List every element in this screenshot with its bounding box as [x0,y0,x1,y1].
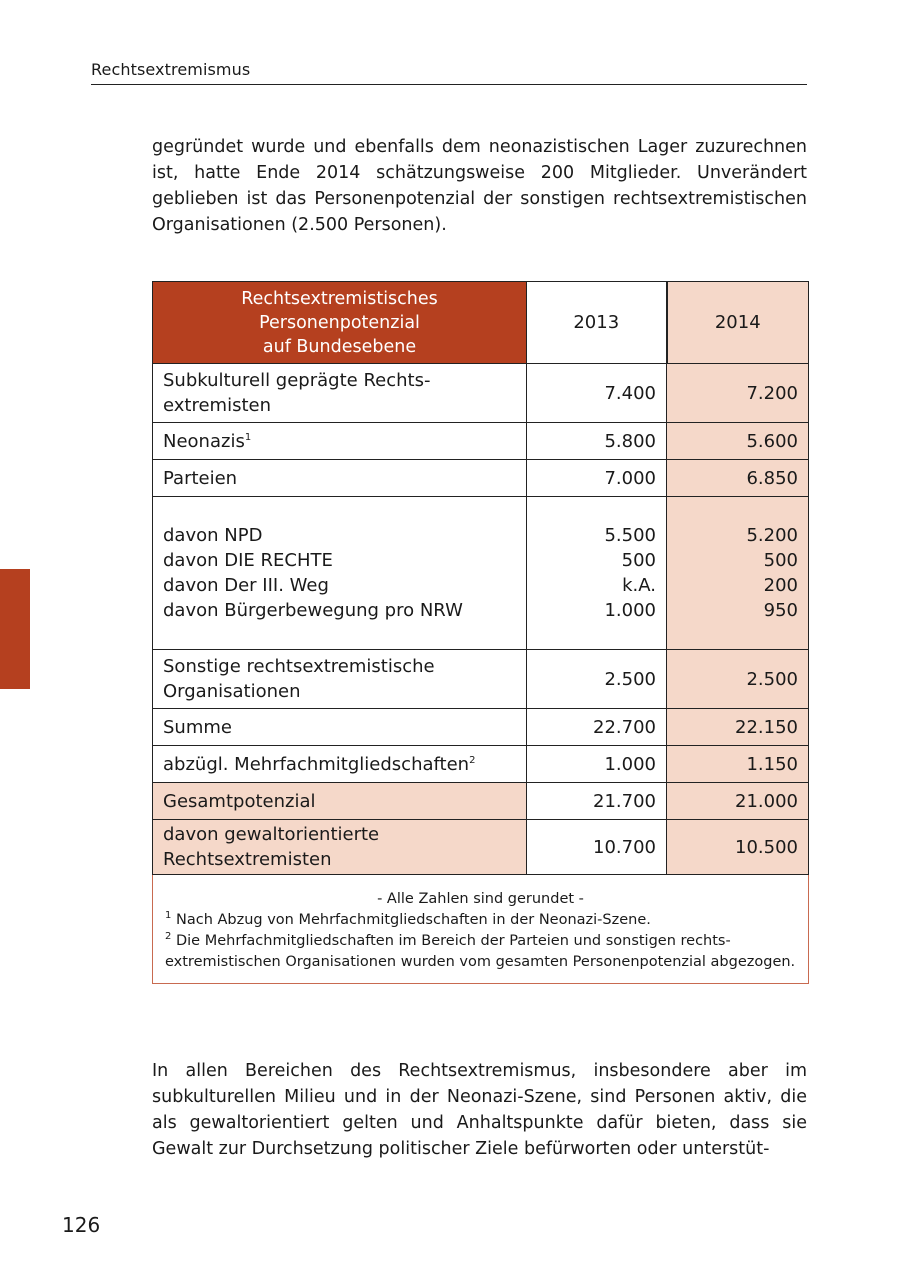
value-2014: 6.850 [667,460,809,497]
value-2013: 5.800 [527,423,667,460]
value-2013: 22.700 [527,709,667,746]
value-2013: 2.500 [527,650,667,709]
value-2013: 10.700 [527,820,667,875]
values-2014: 5.200 500 200 950 [667,497,809,650]
value-2014: 22.150 [667,709,809,746]
footnote-1: $^1$ Nach Abzug von Mehrfachmitgliedschaften in der Neonazi-Szene. [165,910,651,928]
table-row: abzügl. Mehrfachmitgliedschaften$^2$ 1.000 1.150 [153,746,809,783]
value-2013: 7.000 [527,460,667,497]
value-2013: 1.000 [527,746,667,783]
value-2014: 2.500 [667,650,809,709]
column-header-2013: 2013 [527,282,667,364]
value-2014: 21.000 [667,783,809,820]
footnote-2: $^2$ Die Mehrfachmitgliedschaften im Bereich der Parteien und sonstigen rechts-extremistischen Organisationen wurden vom gesamten Personenpotenzial abgezogen. [165,931,796,970]
chapter-tab-marker [0,569,30,689]
value-2014: 10.500 [667,820,809,875]
page-number: 126 [62,1213,101,1237]
intro-paragraph: gegründet wurde und ebenfalls dem neonazistischen Lager zuzurechnen ist, hatte Ende 2014 schätzungsweise 200 Mitglieder. Unverändert geblieben ist das Personenpotenzial der sonstigen rechtsextremistischen Organisationen (2.500 Personen). [152,137,807,235]
rounding-note: - Alle Zahlen sind gerundet - [377,891,584,907]
table-row: Subkulturell geprägte Rechts- extremisten 7.400 7.200 [153,364,809,423]
table-row: Sonstige rechtsextremistische Organisationen 2.500 2.500 [153,650,809,709]
table-row: Neonazis$^1$ 5.800 5.600 [153,423,809,460]
table-row-party-breakdown: davon NPD davon DIE RECHTE davon Der III. Weg davon Bürgerbewegung pro NRW 5.500 500 k.A. 1.000 5.200 500 200 950 [153,497,809,650]
running-title: Rechtsextremismus [91,60,807,85]
table-header-row [153,282,809,364]
column-header-2014: 2014 [667,282,809,364]
closing-paragraph: In allen Bereichen des Rechtsextremismus, insbesondere aber im subkulturellen Milieu und in der Neonazi-Szene, sind Personen aktiv, die als gewaltorientiert gelten und Anhaltspunkte dafür bieten, dass sie Gewalt zur Durchsetzung politischer Ziele befürworten oder unterstüt- [152,1061,807,1159]
table-footnotes-row [153,875,809,984]
value-2014: 7.200 [667,364,809,423]
value-2014: 1.150 [667,746,809,783]
table-row-total: Gesamtpotenzial 21.700 21.000 [153,783,809,820]
table-row-violent: davon gewaltorientierte Rechtsextremisten 10.700 10.500 [153,820,809,875]
value-2013: 21.700 [527,783,667,820]
personenpotenzial-table [152,281,809,984]
footnote-marker: 2 [469,754,476,766]
values-2013: 5.500 500 k.A. 1.000 [527,497,667,650]
table-row: Parteien 7.000 6.850 [153,460,809,497]
value-2013: 7.400 [527,364,667,423]
table-row: Summe 22.700 22.150 [153,709,809,746]
table-header-label: Rechtsextremistisches Personenpotenzial auf Bundesebene [153,282,527,364]
value-2014: 5.600 [667,423,809,460]
footnote-marker: 1 [244,431,252,443]
table-footnotes [153,875,809,984]
